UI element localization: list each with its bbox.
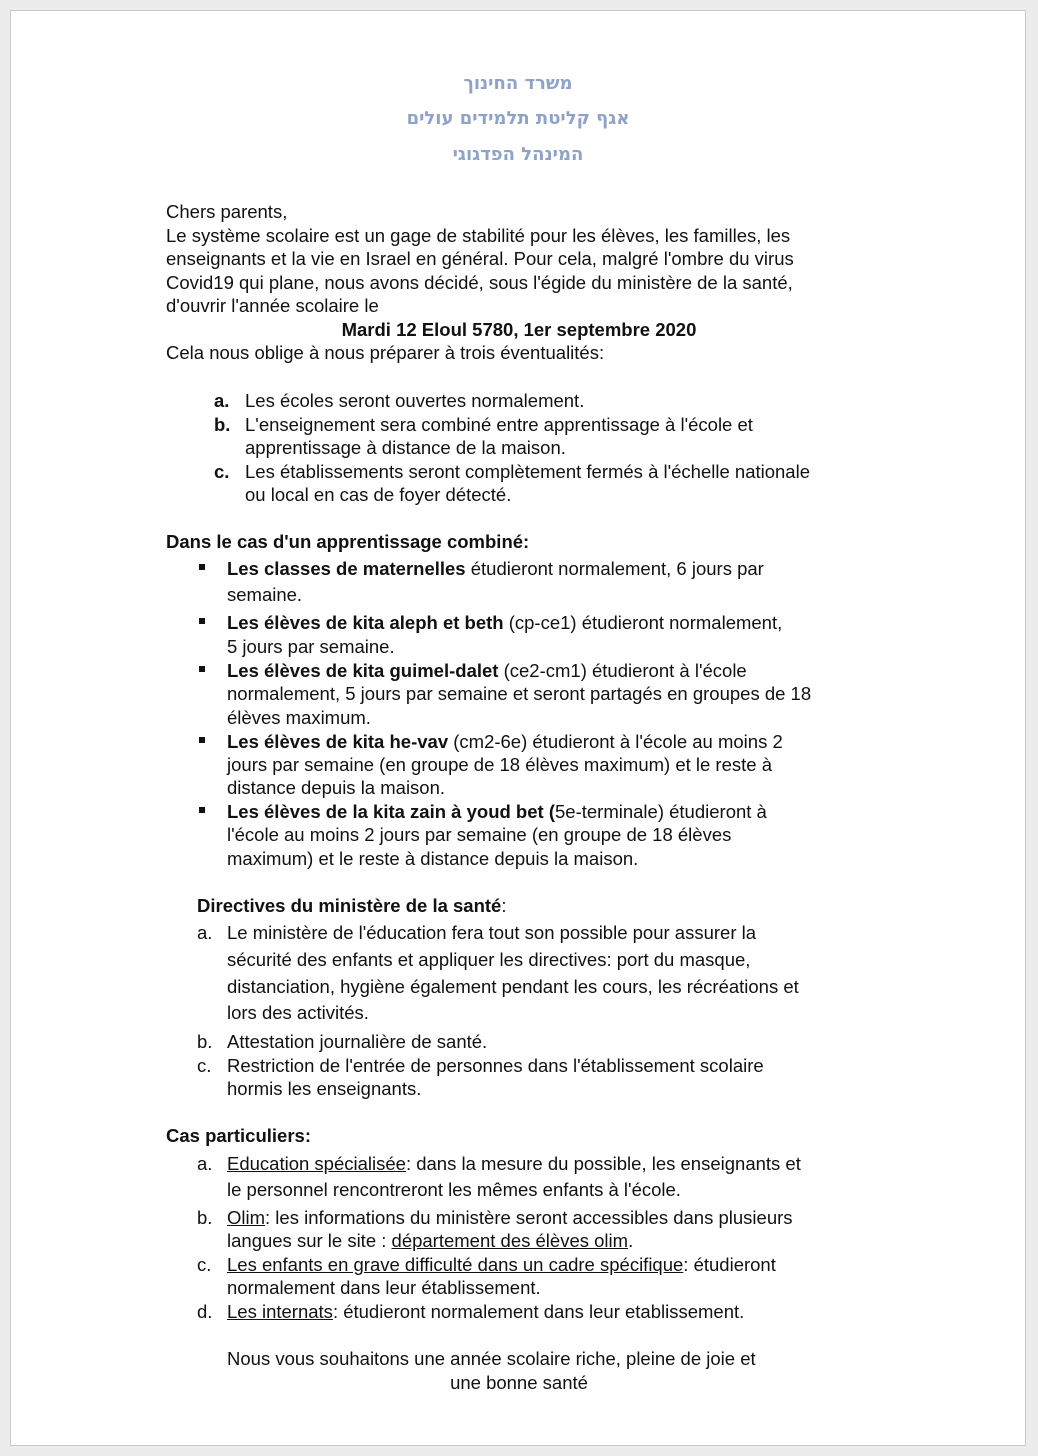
bullet-icon	[199, 564, 205, 570]
intro-line: Cela nous oblige à nous préparer à trois éventualités:	[166, 342, 605, 363]
bullet-item: Les élèves de kita guimel-dalet (ce2-cm1) étudieront à l'école	[227, 660, 747, 681]
list-marker: c.	[197, 1055, 212, 1076]
list-marker: c.	[197, 1254, 212, 1275]
list-marker: a.	[214, 390, 230, 411]
bullet-item: normalement, 5 jours par semaine et seront partagés en groupes de 18	[227, 683, 812, 704]
list-item: normalement dans leur établissement.	[227, 1277, 541, 1298]
bullet-item: maximum) et le reste à distance depuis la maison.	[227, 848, 639, 869]
list-item: hormis les enseignants.	[227, 1078, 422, 1099]
list-item: L'enseignement sera combiné entre apprentissage à l'école et	[245, 414, 753, 435]
document-page	[10, 10, 1026, 1446]
bullet-item: semaine.	[227, 584, 303, 605]
intro-line: Covid19 qui plane, nous avons décidé, sous l'égide du ministère de la santé,	[166, 272, 793, 293]
opening-date: Mardi 12 Eloul 5780, 1er septembre 2020	[341, 319, 697, 340]
list-item: sécurité des enfants et appliquer les directives: port du masque,	[227, 949, 751, 970]
list-marker: c.	[214, 461, 230, 482]
intro-line: d'ouvrir l'année scolaire le	[166, 295, 379, 316]
list-item: le personnel rencontreront les mêmes enfants à l'école.	[227, 1179, 681, 1200]
list-item: Education spécialisée: dans la mesure du possible, les enseignants et	[227, 1153, 801, 1174]
list-item: Olim: les informations du ministère seront accessibles dans plusieurs	[227, 1207, 793, 1228]
bullet-item: l'école au moins 2 jours par semaine (en groupe de 18 élèves	[227, 824, 732, 845]
list-item: langues sur le site : département des élèves olim.	[227, 1230, 634, 1251]
list-marker: b.	[214, 414, 231, 435]
intro-line: Le système scolaire est un gage de stabilité pour les élèves, les familles, les	[166, 225, 791, 246]
bullet-item: 5 jours par semaine.	[227, 636, 395, 657]
list-item: Les écoles seront ouvertes normalement.	[245, 390, 585, 411]
bullet-icon	[199, 807, 205, 813]
list-item: ou local en cas de foyer détecté.	[245, 484, 512, 505]
bullet-item: Les classes de maternelles étudieront normalement, 6 jours par	[227, 558, 764, 579]
header-ministry: משרד החינוך	[463, 73, 573, 94]
list-marker: b.	[197, 1031, 213, 1052]
list-item: Le ministère de l'éducation fera tout son possible pour assurer la	[227, 922, 757, 943]
list-marker: d.	[197, 1301, 213, 1322]
bullet-item: distance depuis la maison.	[227, 777, 446, 798]
list-item: Les enfants en grave difficulté dans un cadre spécifique: étudieront	[227, 1254, 776, 1275]
bullet-item: jours par semaine (en groupe de 18 élèves maximum) et le reste à	[227, 754, 772, 775]
header-administration: המינהל הפדגוגי	[452, 144, 584, 165]
bullet-icon	[199, 737, 205, 743]
closing-line: Nous vous souhaitons une année scolaire riche, pleine de joie et	[227, 1348, 756, 1369]
bullet-icon	[199, 666, 205, 672]
list-item: Les internats: étudieront normalement dans leur etablissement.	[227, 1301, 745, 1322]
section-heading-special: Cas particuliers:	[166, 1125, 311, 1146]
bullet-item: élèves maximum.	[227, 707, 371, 728]
olim-department-link[interactable]: département des élèves olim	[391, 1230, 629, 1251]
greeting: Chers parents,	[166, 201, 288, 222]
bullet-item: Les élèves de la kita zain à youd bet (5e-terminale) étudieront à	[227, 801, 767, 822]
bullet-icon	[199, 618, 205, 624]
list-item: lors des activités.	[227, 1002, 369, 1023]
list-item: Attestation journalière de santé.	[227, 1031, 488, 1052]
intro-line: enseignants et la vie en Israel en général. Pour cela, malgré l'ombre du virus	[166, 248, 794, 269]
list-item: distanciation, hygiène également pendant les cours, les récréations et	[227, 976, 799, 997]
section-heading-health: Directives du ministère de la santé:	[197, 895, 507, 916]
list-item: Restriction de l'entrée de personnes dans l'établissement scolaire	[227, 1055, 764, 1076]
list-item: apprentissage à distance de la maison.	[245, 437, 566, 458]
list-marker: a.	[197, 1153, 213, 1174]
header-department: אגף קליטת תלמידים עולים	[406, 108, 630, 129]
section-heading-combined: Dans le cas d'un apprentissage combiné:	[166, 531, 530, 552]
bullet-item: Les élèves de kita he-vav (cm2-6e) étudieront à l'école au moins 2	[227, 731, 783, 752]
closing-line: une bonne santé	[450, 1372, 588, 1393]
list-marker: b.	[197, 1207, 213, 1228]
bullet-item: Les élèves de kita aleph et beth (cp-ce1) étudieront normalement,	[227, 612, 783, 633]
list-marker: a.	[197, 922, 213, 943]
list-item: Les établissements seront complètement fermés à l'échelle nationale	[245, 461, 810, 482]
